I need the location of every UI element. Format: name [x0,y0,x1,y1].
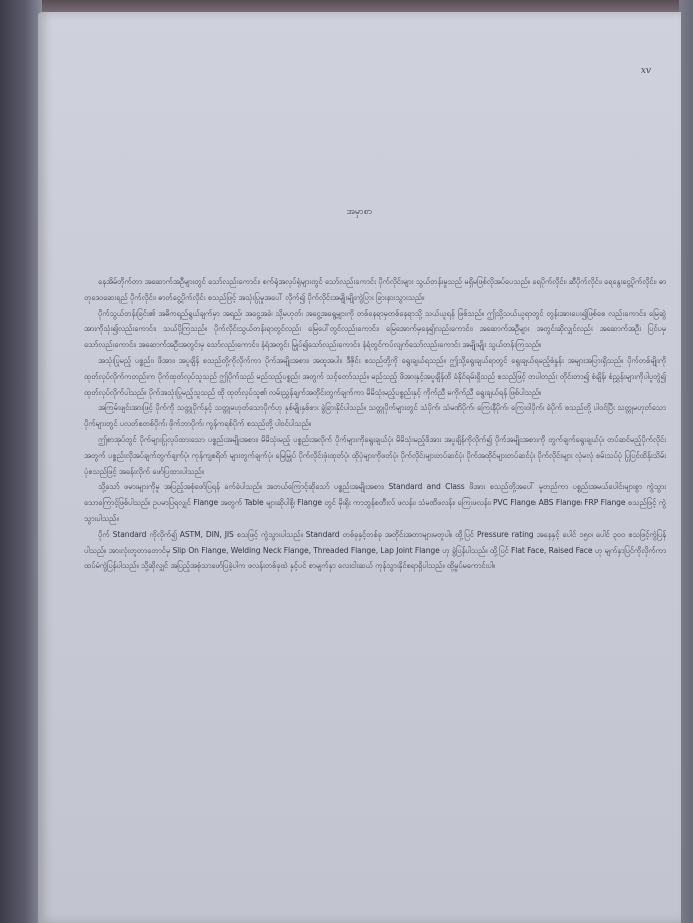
paragraph: ဤစာအုပ်တွင် ပိုက်များပြုလုပ်ထားသော ပစ္စည်းအမျိုးအစား၊ မိမိသုံးမည့် ပစ္စည်းအလိုက် ပိုက်များကိုရွေးချယ်ပုံ၊ မိမိသုံးမည့်ဖိအား အပူချိန်ကိုလိုက်၍ ပိုက်အမျိုးအစားကို တွက်ချက်ရွေးချယ်ပုံ၊ တပ်ဆင်မည့်ပိုက်လိုင်းအတွက် ပစ္စည်းလိုအပ်ချက်တွက်ချက်ပုံ၊ ကုန်ကျစရိတ် များတွက်ချက်ပုံ၊ မြေမြှုပ် ပိုက်လိုင်းဖုံးထုတ်ပုံ၊ ထိုပုံများကိုဖတ်ပုံ၊ ပိုက်လိုင်းများတပ်ဆင်ပုံ၊ ပိုက်အထိုင်များတပ်ဆင်ပုံ၊ ပိုက်လိုင်းများ လုံမလုံ စမ်းသပ်ပုံ ပြုပြင်ထိန်းသိမ်းပုံစသည်ဖြင့် အခန်းလိုက် ဖော်ပြထားပါသည်။ [84,434,666,476]
page-heading: အမှာစာ [346,207,373,217]
paragraph: သို့သော် ဖမားများကိုမူ အပြည့်အစုံဖော်ပြရန် ခက်ခဲပါသည်။ အဘယ်ကြောင့်ဆိုသော် ပစ္စည်းအမျိုးအစား၊ Standard and Class ဖိအား စသည်တို့အပေါ် မူတည်ကာ ပစ္စည်းအမယ်ပေါင်းများစွာ ကွဲသွားသောကြောင့်ဖြစ်ပါသည်။ ဥပမာပြရလျှင် Flange အတွက် Table များဆိုပါစို့၊ Flange တွင် မိုးရိုး ကာဘွန်စတီးလ် ဖလန်း၊ သံမဏိဖလန်း၊ ကြေးဖလန်း၊ PVC Flange၊ ABS Flange၊ FRP Flange စသည်ဖြင့် ကွဲသွားပါသည်။ [84,482,666,523]
body-text [84,274,666,574]
photo-background-right [679,0,693,923]
paragraph: ပိုက်သွယ်တန်းခြင်း၏ အဓိကရည်ရွယ်ချက်မှာ အရည်၊ အငွေ့အခဲ၊ သို့မဟုတ်၊ အငွေ့အရွေ့များကို တစ်နေရာမှတစ်နေရာသို့ သယ်ယူရန် ဖြစ်သည်။ ဤသို့သယ်ယူရာတွင် တွန်းအားပေး၍ဖြစ်စေ လည်းကောင်း၊ မြေဆွဲအားကိုသုံး၍လည်းကောင်း၊ သယ်ပို့ကြသည်။ ပိုက်လိုင်းသွယ်တန်းရာတွင်လည်း မြေပေါ်တွင်လည်းကောင်း၊ မြေအောက်မှနေ၍လည်းကောင်း၊ အဆောက်အဦများ အတွင်းဆိုလျှင်လည်း အဆောက်အဦး ပြင်ပမှသော်လည်းကောင်း၊ အဆောက်အဦးအတွင်းမှ သော်လည်းကောင်း၊ နံရံအတွင်း မြှုပ်၍သော်လည်းကောင်း၊ နံရံတွင်ကပ်လျက်သော်လည်းကောင်း အမျိုးမျိုး သွယ်တန်းကြသည်။ [84,308,666,350]
book-spine-shadow [0,0,42,923]
paragraph: အသုံးပြုမည့် ပစ္စည်း၊ ဖိအား၊ အပူချိန် စသည်တို့ကိုလိုက်ကာ ပိုက်အမျိုးအစား၊ အထူအပါး၊ ဒီဇိုင်း စသည်တို့ကို ရွေးချယ်ရသည်။ ဤသို့ရွေးချယ်ရာတွင် ရွေးချယ်ရမည့်စံနှုန်း အများအပြားရှိသည်။ ပိုက်တစ်မျိုးကို ထုတ်လုပ်လိုက်ကတည်းက ပိုက်ထုတ်လုပ်သူသည် ဤပိုက်သည် မည်သည့်ပစ္စည်း အတွက် သင့်တော်သည်။ မည်သည့် ဖိအားနှင့်အပူချိန်ထိ ခံနိုင်ရမ်းရှိသည် စသည်ဖြင့် တပါတည်း တိုင်းတာ၍ စံချိန်၊ စံညွှန်းများကိုပါပူတွဲ၍ ထုတ်လုပ်လိုက်ပါသည်။ ပိုက်အသုံးပြုမည့်သူသည် ထို ထုတ်လုပ်သူ၏ လမ်းညွှန်ချက်အတိုင်းတွက်ချက်ကာ မိမိသုံးမည့်ပစ္စည်းနှင့် ကိုက်ညီ မကိုက်ညီ ရွေးချယ်ရန် ဖြစ်ပါသည်။ [84,355,666,397]
paragraph: အကြမ်းဖျင်းအားဖြင့် ပိုက်ကို သတ္တုပိုက်နှင့် သတ္တုမဟုတ်သောပိုက်ဟု နှစ်မျိုးနှစ်စား ခွဲခြားနိုင်ပါသည်။ သတ္တုပိုက်များတွင် သံပိုက်၊ သံမဏိပိုက်၊ ကြေးနီပိုက်၊ ကြေးဝါပိုက်၊ ခဲပိုက် စသည်တို့ ပါဝင်ပြီး သတ္တုမဟုတ်သော ပိုက်များတွင် ပလတ်စတစ်ပိုက်၊ ဖိုက်ဘာပိုက်၊ ကွန်ကရစ်ပိုက် စသည်တို့ ပါဝင်ပါသည်။ [84,403,666,429]
book-page [38,12,681,923]
paragraph: နေအိမ်တိုက်တာ အဆောက်အဦများတွင် သော်လည်းကောင်း၊ စက်ရုံအလုပ်ရုံများတွင် သော်လည်းကောင်း ပိုက်လိုင်းများ သွယ်တန်းမှုသည် မရှိမဖြစ်လိုအပ်ပေသည်။ ရေပိုက်လိုင်း၊ ဆီပိုက်လိုင်း၊ ရေနွေးငွေ့ပိုက်လိုင်း၊ ဓာတုဒေဝဆေးရည် ပိုက်လိုင်း၊ ဓာတ်ငွေ့ပိုက်လိုင်း စသည်ဖြင့် အသုံးပြုမှုအပေါ် လိုက်၍ ပိုက်လိုင်းအမျိုးမျိုးကွဲပြား ခြားနားသွားသည်။ [84,277,666,302]
page-number: xv [640,66,651,76]
paragraph: ပိုက် Standard ကိုလိုက်၍ ASTM, DIN, JIS စသဖြင့် ကွဲသွားပါသည်။ Standard တစ်ခုနှင့်တစ်ခု အတိုင်းအတာများမတူပါ။ ထို့ပြင် Pressure rating အနေနှင့် ပေါင် ၁၅၀၊ ပေါင် ၃၀၀ စသဖြင့်ကွဲပြန်ပါသည်။ အားလုံးတူတာတောင်မှ Slip On Flange, Welding Neck Flange, Threaded Flange, Lap Joint Flange ဟု ခွဲပြန်ပါသည်။ ထို့ပြင် Flat Face, Raised Face ဟု မျက်နှာပြင်ကိုလိုက်ကာ ထပ်မံကွဲပြန်ပါသည်။ သို့ဆိုလျှင် အပြည့်အစုံသာဖော်ပြခဲ့ပါက ဖလန်းတစ်ခုထဲ နှင့်ပင် စာမျက်နှာ လေးငါးဆယ် ကုန်သွားနိုင်စရာရှိပါသည်။ ထို့မှုပ်မကောင်းပါ။ [84,529,666,571]
